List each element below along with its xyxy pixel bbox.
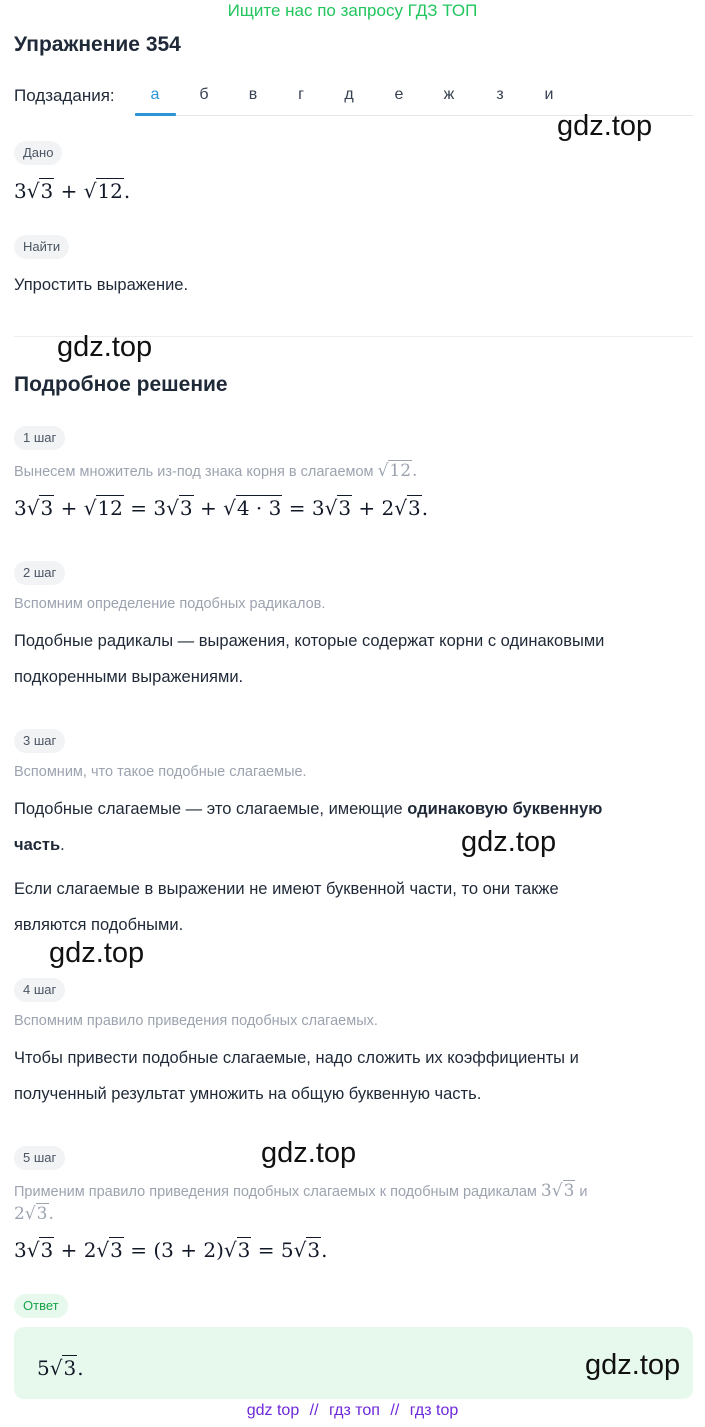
find-pill: Найти: [14, 235, 69, 259]
tab-z[interactable]: з: [496, 86, 504, 103]
answer-pill: Ответ: [14, 1294, 68, 1318]
step-1-equation: 3√3 + √12 = 3√3 + √4 · 3 = 3√3 + 2√3.: [14, 496, 429, 520]
step-3-text: Подобные слагаемые — это слагаемые, имеющие одинаковую буквенную часть.: [14, 800, 603, 854]
tab-a[interactable]: а: [150, 86, 160, 103]
answer-expression: 5√3.: [37, 1356, 84, 1380]
watermark: gdz.top: [49, 937, 145, 969]
tab-d[interactable]: д: [344, 86, 354, 103]
step-5-equation: 3√3 + 2√3 = (3 + 2)√3 = 5√3.: [14, 1238, 328, 1262]
footer-link-2[interactable]: гдз топ: [329, 1402, 380, 1419]
watermark: gdz.top: [557, 110, 653, 142]
step-1-hint: Вынесем множитель из-под знака корня в слагаемом √12.: [14, 461, 418, 481]
footer-links: [0, 1402, 705, 1420]
tab-e[interactable]: е: [394, 86, 404, 103]
step-4-text: Чтобы привести подобные слагаемые, надо сложить их коэффициенты и полученный результат умножить на общую буквенную часть.: [14, 1049, 579, 1103]
footer-link-3[interactable]: гдз top: [409, 1402, 459, 1419]
footer-separator: //: [309, 1402, 319, 1419]
watermark: gdz.top: [261, 1137, 357, 1169]
step-3-text-2: Если слагаемые в выражении не имеют буквенной части, то они также являются подобными.: [14, 880, 559, 934]
exercise-title: Упражнение 354: [14, 33, 181, 56]
tab-g[interactable]: г: [298, 86, 304, 103]
step-4-hint: Вспомним правило приведения подобных слагаемых.: [14, 1013, 378, 1029]
step-2-hint: Вспомним определение подобных радикалов.: [14, 596, 326, 612]
step-5-pill: 5 шаг: [14, 1146, 65, 1170]
search-banner[interactable]: Ищите нас по запросу ГДЗ ТОП: [227, 1, 478, 20]
step-1-pill: 1 шаг: [14, 426, 65, 450]
subtasks-label: Подзадания:: [14, 86, 115, 105]
step-2-pill: 2 шаг: [14, 561, 65, 585]
given-expression: 3√3 + √12.: [14, 179, 131, 203]
step-4-pill: 4 шаг: [14, 978, 65, 1002]
step-3-pill: 3 шаг: [14, 729, 65, 753]
step-2-text: Подобные радикалы — выражения, которые содержат корни с одинаковыми подкоренными выражениями.: [14, 632, 605, 686]
tab-zh[interactable]: ж: [443, 86, 455, 103]
tab-i[interactable]: и: [544, 86, 554, 103]
find-text: Упростить выражение.: [14, 276, 189, 294]
watermark: gdz.top: [461, 826, 557, 858]
footer-link-1[interactable]: gdz top: [246, 1402, 300, 1419]
watermark: gdz.top: [57, 331, 153, 363]
step-3-hint: Вспомним, что такое подобные слагаемые.: [14, 764, 307, 780]
footer-separator: //: [390, 1402, 400, 1419]
given-pill: Дано: [14, 141, 62, 165]
tab-b[interactable]: б: [199, 86, 209, 103]
tab-v[interactable]: в: [248, 86, 258, 103]
active-tab-indicator: [135, 113, 176, 116]
watermark: gdz.top: [585, 1349, 681, 1381]
step-5-hint: Применим правило приведения подобных слагаемых к подобным радикалам 3√3 и 2√3.: [14, 1181, 588, 1224]
solution-title: Подробное решение: [14, 373, 228, 396]
